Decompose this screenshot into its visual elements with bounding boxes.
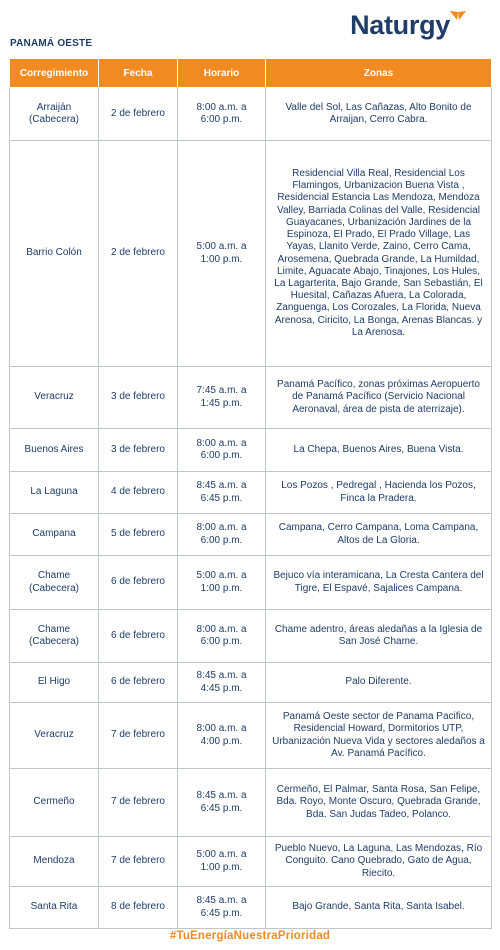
cell-fecha: 7 de febrero <box>99 837 178 887</box>
cell-corregimiento: Chame (Cabecera) <box>10 556 99 610</box>
header-corregimiento: Corregimiento <box>10 59 99 88</box>
cell-corregimiento: La Laguna <box>10 472 99 514</box>
cell-fecha: 6 de febrero <box>99 610 178 663</box>
table-row <box>10 472 492 514</box>
table-row <box>10 88 492 141</box>
cell-horario: 8:45 a.m. a 6:45 p.m. <box>178 472 266 514</box>
header-fecha: Fecha <box>99 59 178 88</box>
table-row <box>10 610 492 663</box>
cell-zonas: Bajo Grande, Santa Rita, Santa Isabel. <box>266 887 492 929</box>
cell-corregimiento: Barrio Colón <box>10 141 99 367</box>
cell-fecha: 8 de febrero <box>99 887 178 929</box>
cell-zonas: Bejuco vía interamicana, La Cresta Cantera del Tigre, El Espavé, Sajalices Campana. <box>266 556 492 610</box>
header-row <box>10 59 492 88</box>
cell-horario: 8:00 a.m. a 6:00 p.m. <box>178 88 266 141</box>
table-row <box>10 837 492 887</box>
cell-horario: 8:00 a.m. a 6:00 p.m. <box>178 610 266 663</box>
cell-fecha: 7 de febrero <box>99 703 178 769</box>
cell-zonas: Panamá Oeste sector de Panama Pacifico, Residencial Howard, Dormitorios UTP, Urbanización Nueva Vida y sectores aledaños a Av. Panamá Pacífico. <box>266 703 492 769</box>
cell-horario: 5:00 a.m. a 1:00 p.m. <box>178 837 266 887</box>
cell-zonas: Chame adentro, áreas aledañas a la Iglesia de San José Chame. <box>266 610 492 663</box>
footer-hashtag: #TuEnergíaNuestraPrioridad <box>169 930 331 942</box>
table-row <box>10 514 492 556</box>
region-title: PANAMÁ OESTE <box>10 38 93 49</box>
cell-zonas: Campana, Cerro Campana, Loma Campana, Altos de La Gloria. <box>266 514 492 556</box>
butterfly-icon <box>448 8 468 28</box>
cell-corregimiento: Campana <box>10 514 99 556</box>
cell-corregimiento: Veracruz <box>10 703 99 769</box>
cell-corregimiento: El Higo <box>10 663 99 703</box>
table-row <box>10 429 492 472</box>
cell-corregimiento: Veracruz <box>10 367 99 429</box>
table-row <box>10 703 492 769</box>
cell-fecha: 3 de febrero <box>99 367 178 429</box>
cell-fecha: 2 de febrero <box>99 88 178 141</box>
table-row <box>10 367 492 429</box>
cell-zonas: Residencial Villa Real, Residencial Los Flamingos, Urbanizacion Buena Vista , Residencial Estancia Las Mendoza, Mendoza Valley, Barriada Colinas del Valle, Residencial Guayacanes, Urbanización Jardines de la Espinoza, El Prado, El Prado Village, Las Yayas, Llanito Verde, Zaino, Cerro Cama, Arosemena, Quebrada Grande, La Humildad, Limite, Aguacate Abajo, Tinajones, Los Hules, La Lagarterita, Bajo Grande, San Sebastián, El Huesital, Cañazas Afuera, La Colorada, Zanguenga, Los Corozales, La Florida, Nueva Arenosa, Ciricito, La Bonga, Arenas Blancas. y La Arenosa. <box>266 141 492 367</box>
cell-zonas: Panamá Pacífico, zonas próximas Aeropuerto de Panamá Pacífico (Servicio Nacional Aeronaval, área de pista de aterrizaje). <box>266 367 492 429</box>
cell-fecha: 4 de febrero <box>99 472 178 514</box>
cell-zonas: Pueblo Nuevo, La Laguna, Las Mendozas, Río Conguito. Cano Quebrado, Gato de Agua, Riecito. <box>266 837 492 887</box>
cell-horario: 7:45 a.m. a 1:45 p.m. <box>178 367 266 429</box>
cell-corregimiento: Mendoza <box>10 837 99 887</box>
cell-horario: 8:00 a.m. a 6:00 p.m. <box>178 514 266 556</box>
cell-fecha: 7 de febrero <box>99 769 178 837</box>
cell-horario: 8:45 a.m. a 6:45 p.m. <box>178 769 266 837</box>
cell-horario: 8:45 a.m. a 6:45 p.m. <box>178 887 266 929</box>
cell-fecha: 2 de febrero <box>99 141 178 367</box>
brand-logo <box>350 10 468 41</box>
cell-zonas: Los Pozos , Pedregal , Hacienda los Pozos, Finca la Pradera. <box>266 472 492 514</box>
cell-zonas: La Chepa, Buenos Aires, Buena Vista. <box>266 429 492 472</box>
cell-fecha: 5 de febrero <box>99 514 178 556</box>
table-header <box>10 59 492 88</box>
brand-logo-text: Naturgy <box>350 10 450 40</box>
schedule-table <box>9 58 492 929</box>
cell-zonas: Valle del Sol, Las Cañazas, Alto Bonito de Arraijan, Cerro Cabra. <box>266 88 492 141</box>
table-row <box>10 769 492 837</box>
cell-zonas: Palo Diferente. <box>266 663 492 703</box>
cell-corregimiento: Arraiján (Cabecera) <box>10 88 99 141</box>
page-header <box>0 0 500 58</box>
table-row <box>10 556 492 610</box>
cell-fecha: 6 de febrero <box>99 556 178 610</box>
cell-corregimiento: Chame (Cabecera) <box>10 610 99 663</box>
cell-corregimiento: Santa Rita <box>10 887 99 929</box>
table-body <box>10 88 492 929</box>
cell-fecha: 3 de febrero <box>99 429 178 472</box>
cell-fecha: 6 de febrero <box>99 663 178 703</box>
cell-zonas: Cermeño, El Palmar, Santa Rosa, San Felipe, Bda. Royo, Monte Oscuro, Quebrada Grande, Bda. San Judas Tadeo, Polanco. <box>266 769 492 837</box>
table-row <box>10 887 492 929</box>
cell-horario: 8:45 a.m. a 4:45 p.m. <box>178 663 266 703</box>
cell-corregimiento: Buenos Aires <box>10 429 99 472</box>
header-horario: Horario <box>178 59 266 88</box>
cell-horario: 8:00 a.m. a 6:00 p.m. <box>178 429 266 472</box>
table-row <box>10 141 492 367</box>
cell-corregimiento: Cermeño <box>10 769 99 837</box>
header-zonas: Zonas <box>266 59 492 88</box>
table-row <box>10 663 492 703</box>
cell-horario: 8:00 a.m. a 4:00 p.m. <box>178 703 266 769</box>
cell-horario: 5:00 a.m. a 1:00 p.m. <box>178 556 266 610</box>
cell-horario: 5:00 a.m. a 1:00 p.m. <box>178 141 266 367</box>
